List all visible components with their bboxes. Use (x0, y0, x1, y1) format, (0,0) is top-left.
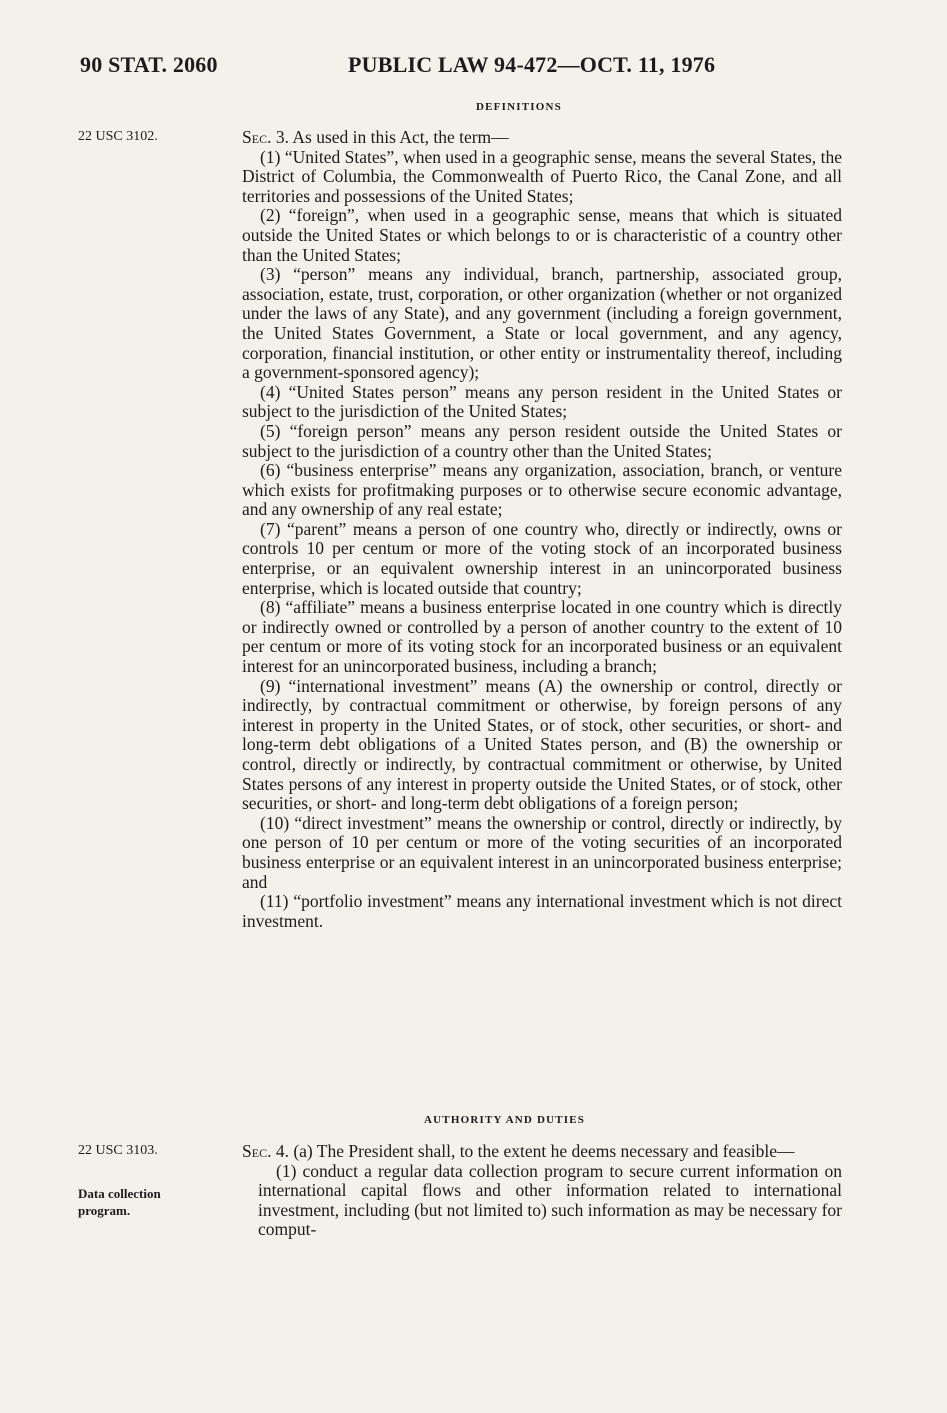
public-law-title: PUBLIC LAW 94-472—OCT. 11, 1976 (348, 52, 716, 77)
definition-7: (7) “parent” means a person of one country who, directly or indirectly, owns or controls 10 per centum or more of the voting stock of an incorporated business enterprise, or an equivalent ownership interest in an unincorporated business enterprise, which is located outside that country; (242, 518, 842, 598)
heading-definitions: DEFINITIONS (476, 101, 562, 113)
section-4-heading (218, 1142, 842, 1162)
heading-authority-and-duties: AUTHORITY AND DUTIES (424, 1114, 586, 1126)
definition-2: (2) “foreign”, when used in a geographic sense, means that which is situated outside the United States or which belongs to or is characteristic of a country other than the United States; (242, 205, 842, 265)
section-4-label: Sec. 4. (242, 1141, 289, 1161)
margin-note-usc-3103: 22 USC 3103. (78, 1143, 158, 1158)
section-4-body (218, 1142, 842, 1240)
definition-5: (5) “foreign person” means any person resident outside the United States or subject to the jurisdiction of a country other than the United States; (242, 420, 842, 461)
section-3-label: Sec. 3. (242, 127, 289, 147)
page-header (80, 52, 870, 86)
section-4-paragraph-1: (1) conduct a regular data collection program to secure current information on international capital flows and other information related to international investment, including (but not limited to) such information as may be necessary for comput- (258, 1160, 842, 1240)
definition-10: (10) “direct investment” means the ownership or control, directly or indirectly, by one person of 10 per centum or more of the voting securities of an incorporated business enterprise or an equivalent interest in an unincorporated business enterprise; and (242, 812, 842, 892)
margin-note-data-collection: Data collection program. (78, 1186, 161, 1218)
section-3-body (242, 128, 842, 931)
section-3-lead: As used in this Act, the term— (292, 127, 509, 147)
definition-11: (11) “portfolio investment” means any international investment which is not direct investment. (242, 891, 842, 931)
section-4-lead: (a) The President shall, to the extent he deems necessary and feasible— (293, 1141, 795, 1161)
section-3-heading (242, 128, 842, 148)
definition-4: (4) “United States person” means any person resident in the United States or subject to the jurisdiction of the United States; (242, 381, 842, 422)
definition-1: (1) “United States”, when used in a geographic sense, means the several States, the District of Columbia, the Commonwealth of Puerto Rico, the Canal Zone, and all territories and possessions of the United States; (242, 146, 842, 206)
definition-6: (6) “business enterprise” means any organization, association, branch, or venture which exists for profitmaking purposes or to otherwise secure economic advantage, and any ownership of any real estate; (242, 460, 842, 520)
definition-9: (9) “international investment” means (A) the ownership or control, directly or indirectly, by contractual commitment or otherwise, by foreign persons of any interest in property in the United States, or of stock, other securities, or short- and long-term debt obligations of a United States person, and (B) the ownership or control, directly or indirectly, by contractual commitment or otherwise, by United States persons of any interest in property outside the United States, or of stock, other securities, or short- and long-term debt obligations of a foreign person; (242, 675, 842, 814)
statute-page-number: 90 STAT. 2060 (80, 52, 218, 77)
margin-note-usc-3102: 22 USC 3102. (78, 129, 158, 144)
definition-3: (3) “person” means any individual, branch, partnership, associated group, association, estate, trust, corporation, or other organization (whether or not organized under the laws of any State), and any government (including a foreign government, the United States Government, a State or local government, and any agency, corporation, financial institution, or other entity or instrumentality thereof, including a government-sponsored agency); (242, 264, 842, 383)
definition-8: (8) “affiliate” means a business enterprise located in one country which is directly or indirectly owned or controlled by a person of another country to the extent of 10 per centum or more of its voting stock for an incorporated business or an equivalent interest for an unincorporated business, including a branch; (242, 597, 842, 677)
